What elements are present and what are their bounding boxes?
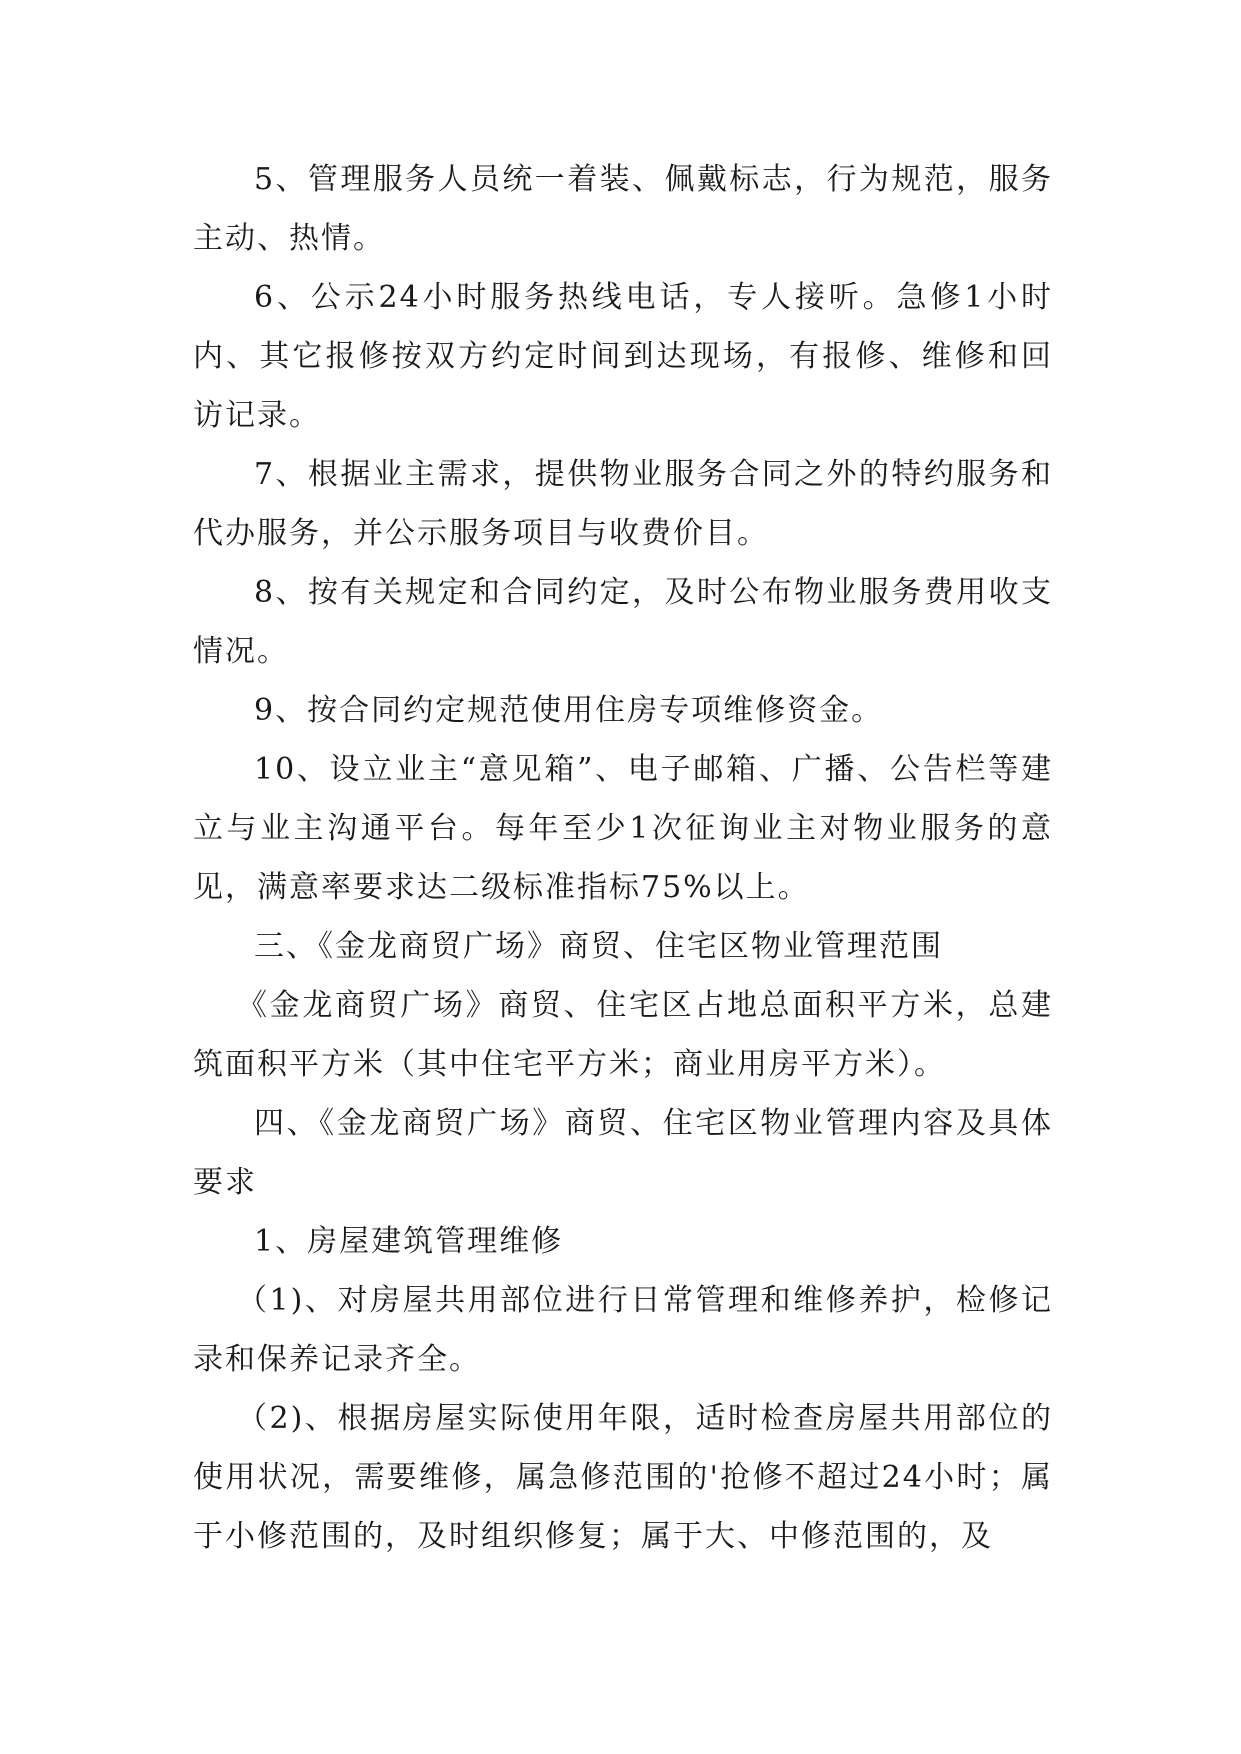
paragraph-sub-2: （2)、根据房屋实际使用年限，适时检查房屋共用部位的使用状况，需要维修，属急修范围的'抢修不超过24小时；属于小修范围的，及时组织修复；属于大、中修范围的，及 <box>193 1401 1053 1554</box>
subsection-heading-1: 1、房屋建筑管理维修 <box>254 1224 564 1259</box>
section-heading-4: 四、《金龙商贸广场》商贸、住宅区物业管理内容及具体要求 <box>193 1106 1053 1200</box>
paragraph-item-5: 5、管理服务人员统一着装、佩戴标志，行为规范，服务主动、热情。 <box>193 162 1053 256</box>
paragraph-sub-1: （1)、对房屋共用部位进行日常管理和维修养护，检修记录和保养记录齐全。 <box>193 1283 1053 1377</box>
section-heading-3: 三、《金龙商贸广场》商贸、住宅区物业管理范围 <box>254 929 943 964</box>
paragraph-item-7: 7、根据业主需求，提供物业服务合同之外的特约服务和代办服务，并公示服务项目与收费价目。 <box>193 457 1053 551</box>
paragraph-scope: 《金龙商贸广场》商贸、住宅区占地总面积平方米，总建筑面积平方米（其中住宅平方米；商业用房平方米）。 <box>193 988 1053 1082</box>
paragraph-item-9: 9、按合同约定规范使用住房专项维修资金。 <box>254 693 884 728</box>
paragraph-item-6: 6、公示24小时服务热线电话，专人接听。急修1小时内、其它报修按双方约定时间到达现场，有报修、维修和回访记录。 <box>193 280 1053 433</box>
document-body <box>193 150 1053 1566</box>
paragraph-item-10: 10、设立业主“意见箱”、电子邮箱、广播、公告栏等建立与业主沟通平台。每年至少1次征询业主对物业服务的意见，满意率要求达二级标准指标75%以上。 <box>193 752 1053 905</box>
paragraph-item-8: 8、按有关规定和合同约定，及时公布物业服务费用收支情况。 <box>193 575 1053 669</box>
